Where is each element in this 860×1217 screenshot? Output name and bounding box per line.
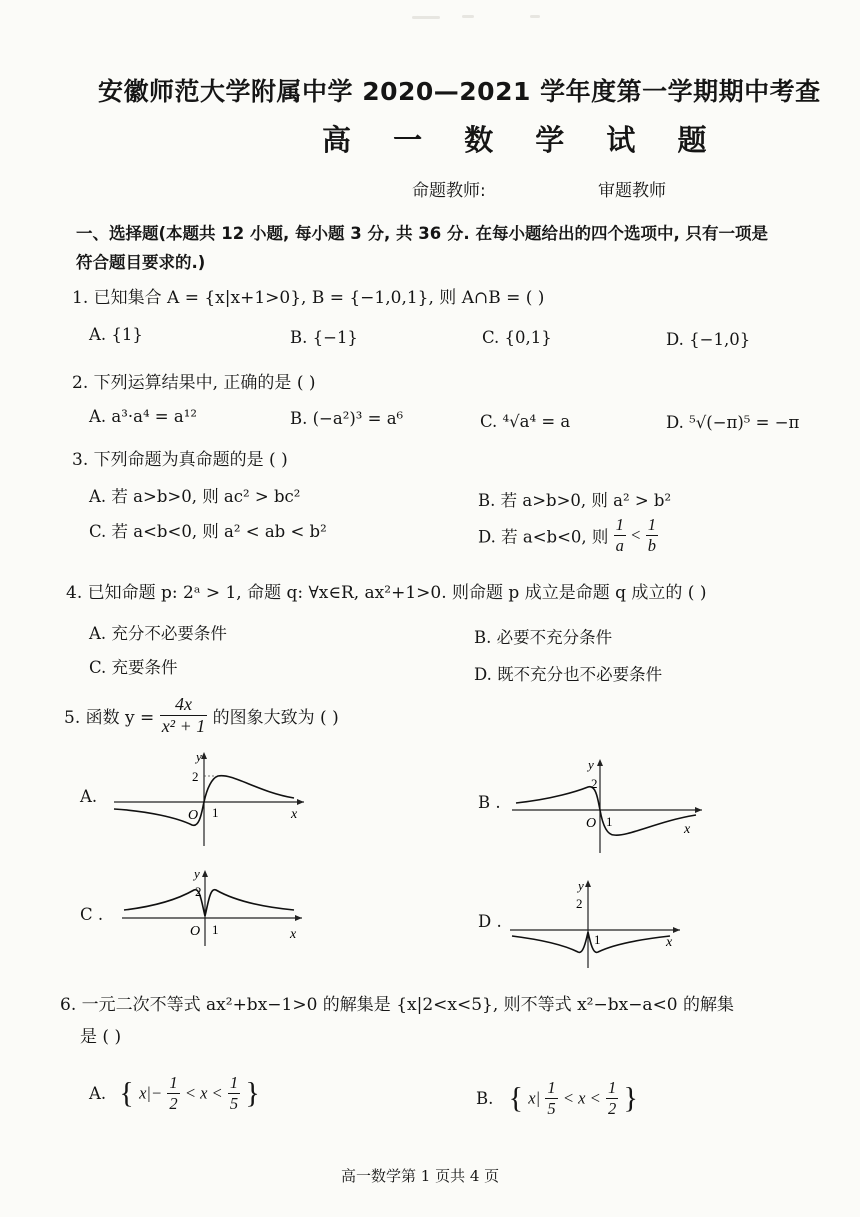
graph-c-y-label: y	[194, 868, 200, 881]
graph-d-y-label: y	[578, 878, 584, 893]
reviewer-label: 审题教师	[598, 181, 666, 201]
graph-d-one-label: 1	[594, 932, 601, 947]
q4-stem: 4. 已知命题 p: 2ᵃ > 1, 命题 q: ∀x∈R, ax²+1>0. 则命题 p 成立是命题 q 成立的 ( )	[66, 583, 707, 603]
q6-option-b	[476, 1078, 638, 1119]
q3-frac-1-over-b: $\frac{1}{b}$	[647, 515, 656, 555]
q3-option-d-prefix: D. 若 a<b<0, 则	[478, 527, 609, 547]
graph-a-two-label: 2	[192, 769, 199, 784]
graph-a-origin-label: O	[188, 808, 199, 823]
q6-b-close-brace: }	[623, 1081, 638, 1115]
graph-b-two-label: 2	[591, 776, 598, 791]
q6-option-a	[89, 1073, 260, 1114]
q2-option-a: A. a³·a⁴ = a¹²	[89, 407, 197, 426]
graph-a-y-label: y	[196, 749, 202, 764]
graph-a-x-label: x	[291, 807, 298, 822]
graph-b-origin-label: O	[586, 816, 597, 831]
graph-d-x-label: x	[666, 935, 673, 950]
q3-option-a: A. 若 a>b>0, 则 ac² > bc²	[89, 487, 301, 506]
q5-graph-label-a: A.	[80, 787, 98, 806]
q6-stem-line2: 是 ( )	[80, 1027, 122, 1047]
q5-graph-a	[108, 748, 308, 848]
graph-c-one-label: 1	[212, 922, 219, 937]
graph-c-x-label: x	[290, 927, 297, 942]
q6-a-open-brace: {	[119, 1076, 134, 1110]
exam-title: 安徽师范大学附属中学 2020—2021 学年度第一学期期中考查	[98, 77, 821, 106]
q1-option-a: A. {1}	[89, 325, 143, 344]
graph-d-two-label: 2	[576, 896, 583, 911]
q4-option-b: B. 必要不充分条件	[474, 628, 613, 647]
q2-option-c: C. ⁴√a⁴ = a	[480, 412, 571, 431]
q5-graph-label-c: C .	[80, 905, 104, 924]
graph-c-two-label: 2	[195, 884, 202, 899]
q2-option-d: D. ⁵√(−π)⁵ = −π	[666, 413, 800, 432]
q6-a-frac2: $\frac{1}{5}$	[229, 1073, 239, 1113]
q6-option-a-mid: < x <	[184, 1083, 223, 1103]
q6-stem-line1: 6. 一元二次不等式 ax²+bx−1>0 的解集是 {x|2<x<5}, 则不等式 x²−bx−a<0 的解集	[60, 995, 735, 1015]
graph-c-origin-label: O	[190, 924, 201, 939]
q5-fraction: $\frac{4x}{\text{x² + 1}}$	[161, 694, 206, 736]
q5-graph-b	[508, 755, 708, 855]
graph-b-one-label: 1	[606, 814, 613, 829]
q5-graph-label-b: B .	[478, 793, 501, 812]
q1-option-b: B. {−1}	[290, 328, 358, 347]
q3-option-d-relation: <	[631, 525, 641, 545]
q6-option-b-left: x|	[528, 1088, 541, 1108]
graph-b-x-label: x	[684, 822, 691, 837]
q3-option-d	[478, 515, 658, 556]
section-heading-line2: 符合题目要求的.)	[76, 253, 206, 272]
q6-a-close-brace: }	[245, 1076, 260, 1110]
q4-option-c: C. 充要条件	[89, 658, 178, 677]
q1-option-d: D. {−1,0}	[666, 330, 751, 349]
q6-option-a-label: A.	[89, 1084, 107, 1103]
q1-option-c: C. {0,1}	[482, 328, 552, 347]
q6-option-b-mid: < x <	[562, 1088, 601, 1108]
q5-stem-prefix: 5. 函数 y =	[64, 708, 155, 728]
q5-stem	[64, 694, 339, 737]
q4-option-a: A. 充分不必要条件	[89, 624, 227, 643]
q6-b-open-brace: {	[508, 1081, 524, 1115]
q3-frac-1-over-a: $\frac{1}{a}$	[615, 515, 624, 555]
q6-option-a-left: x|−	[139, 1083, 163, 1103]
page-footer: 高一数学第 1 页共 4 页	[341, 1167, 500, 1185]
graph-b-y-label: y	[588, 757, 594, 772]
q5-graph-d	[508, 876, 688, 968]
q6-b-frac1: $\frac{1}{5}$	[547, 1078, 556, 1118]
q3-option-b: B. 若 a>b>0, 则 a² > b²	[478, 491, 672, 510]
graph-a-one-label: 1	[212, 805, 219, 820]
q3-stem: 3. 下列命题为真命题的是 ( )	[72, 450, 288, 470]
proposer-label: 命题教师:	[412, 181, 486, 201]
q3-option-c: C. 若 a<b<0, 则 a² < ab < b²	[89, 522, 327, 541]
q6-b-frac2: $\frac{1}{2}$	[607, 1078, 617, 1118]
q5-graph-c	[118, 868, 308, 948]
q5-stem-suffix: 的图象大致为 ( )	[212, 708, 339, 728]
q2-option-b: B. (−a²)³ = a⁶	[290, 409, 404, 428]
section-heading-line1: 一、选择题(本题共 12 小题, 每小题 3 分, 共 36 分. 在每小题给出的四个选项中, 只有一项是	[76, 224, 768, 243]
q4-option-d: D. 既不充分也不必要条件	[474, 665, 663, 684]
exam-subtitle: 高 一 数 学 试 题	[322, 123, 723, 157]
q5-graph-label-d: D .	[478, 912, 502, 931]
q1-stem: 1. 已知集合 A = {x|x+1>0}, B = {−1,0,1}, 则 A∩B = ( )	[72, 288, 545, 308]
q2-stem: 2. 下列运算结果中, 正确的是 ( )	[72, 373, 316, 393]
q6-a-frac1: $\frac{1}{2}$	[169, 1073, 178, 1113]
q6-option-b-label: B.	[476, 1089, 494, 1108]
